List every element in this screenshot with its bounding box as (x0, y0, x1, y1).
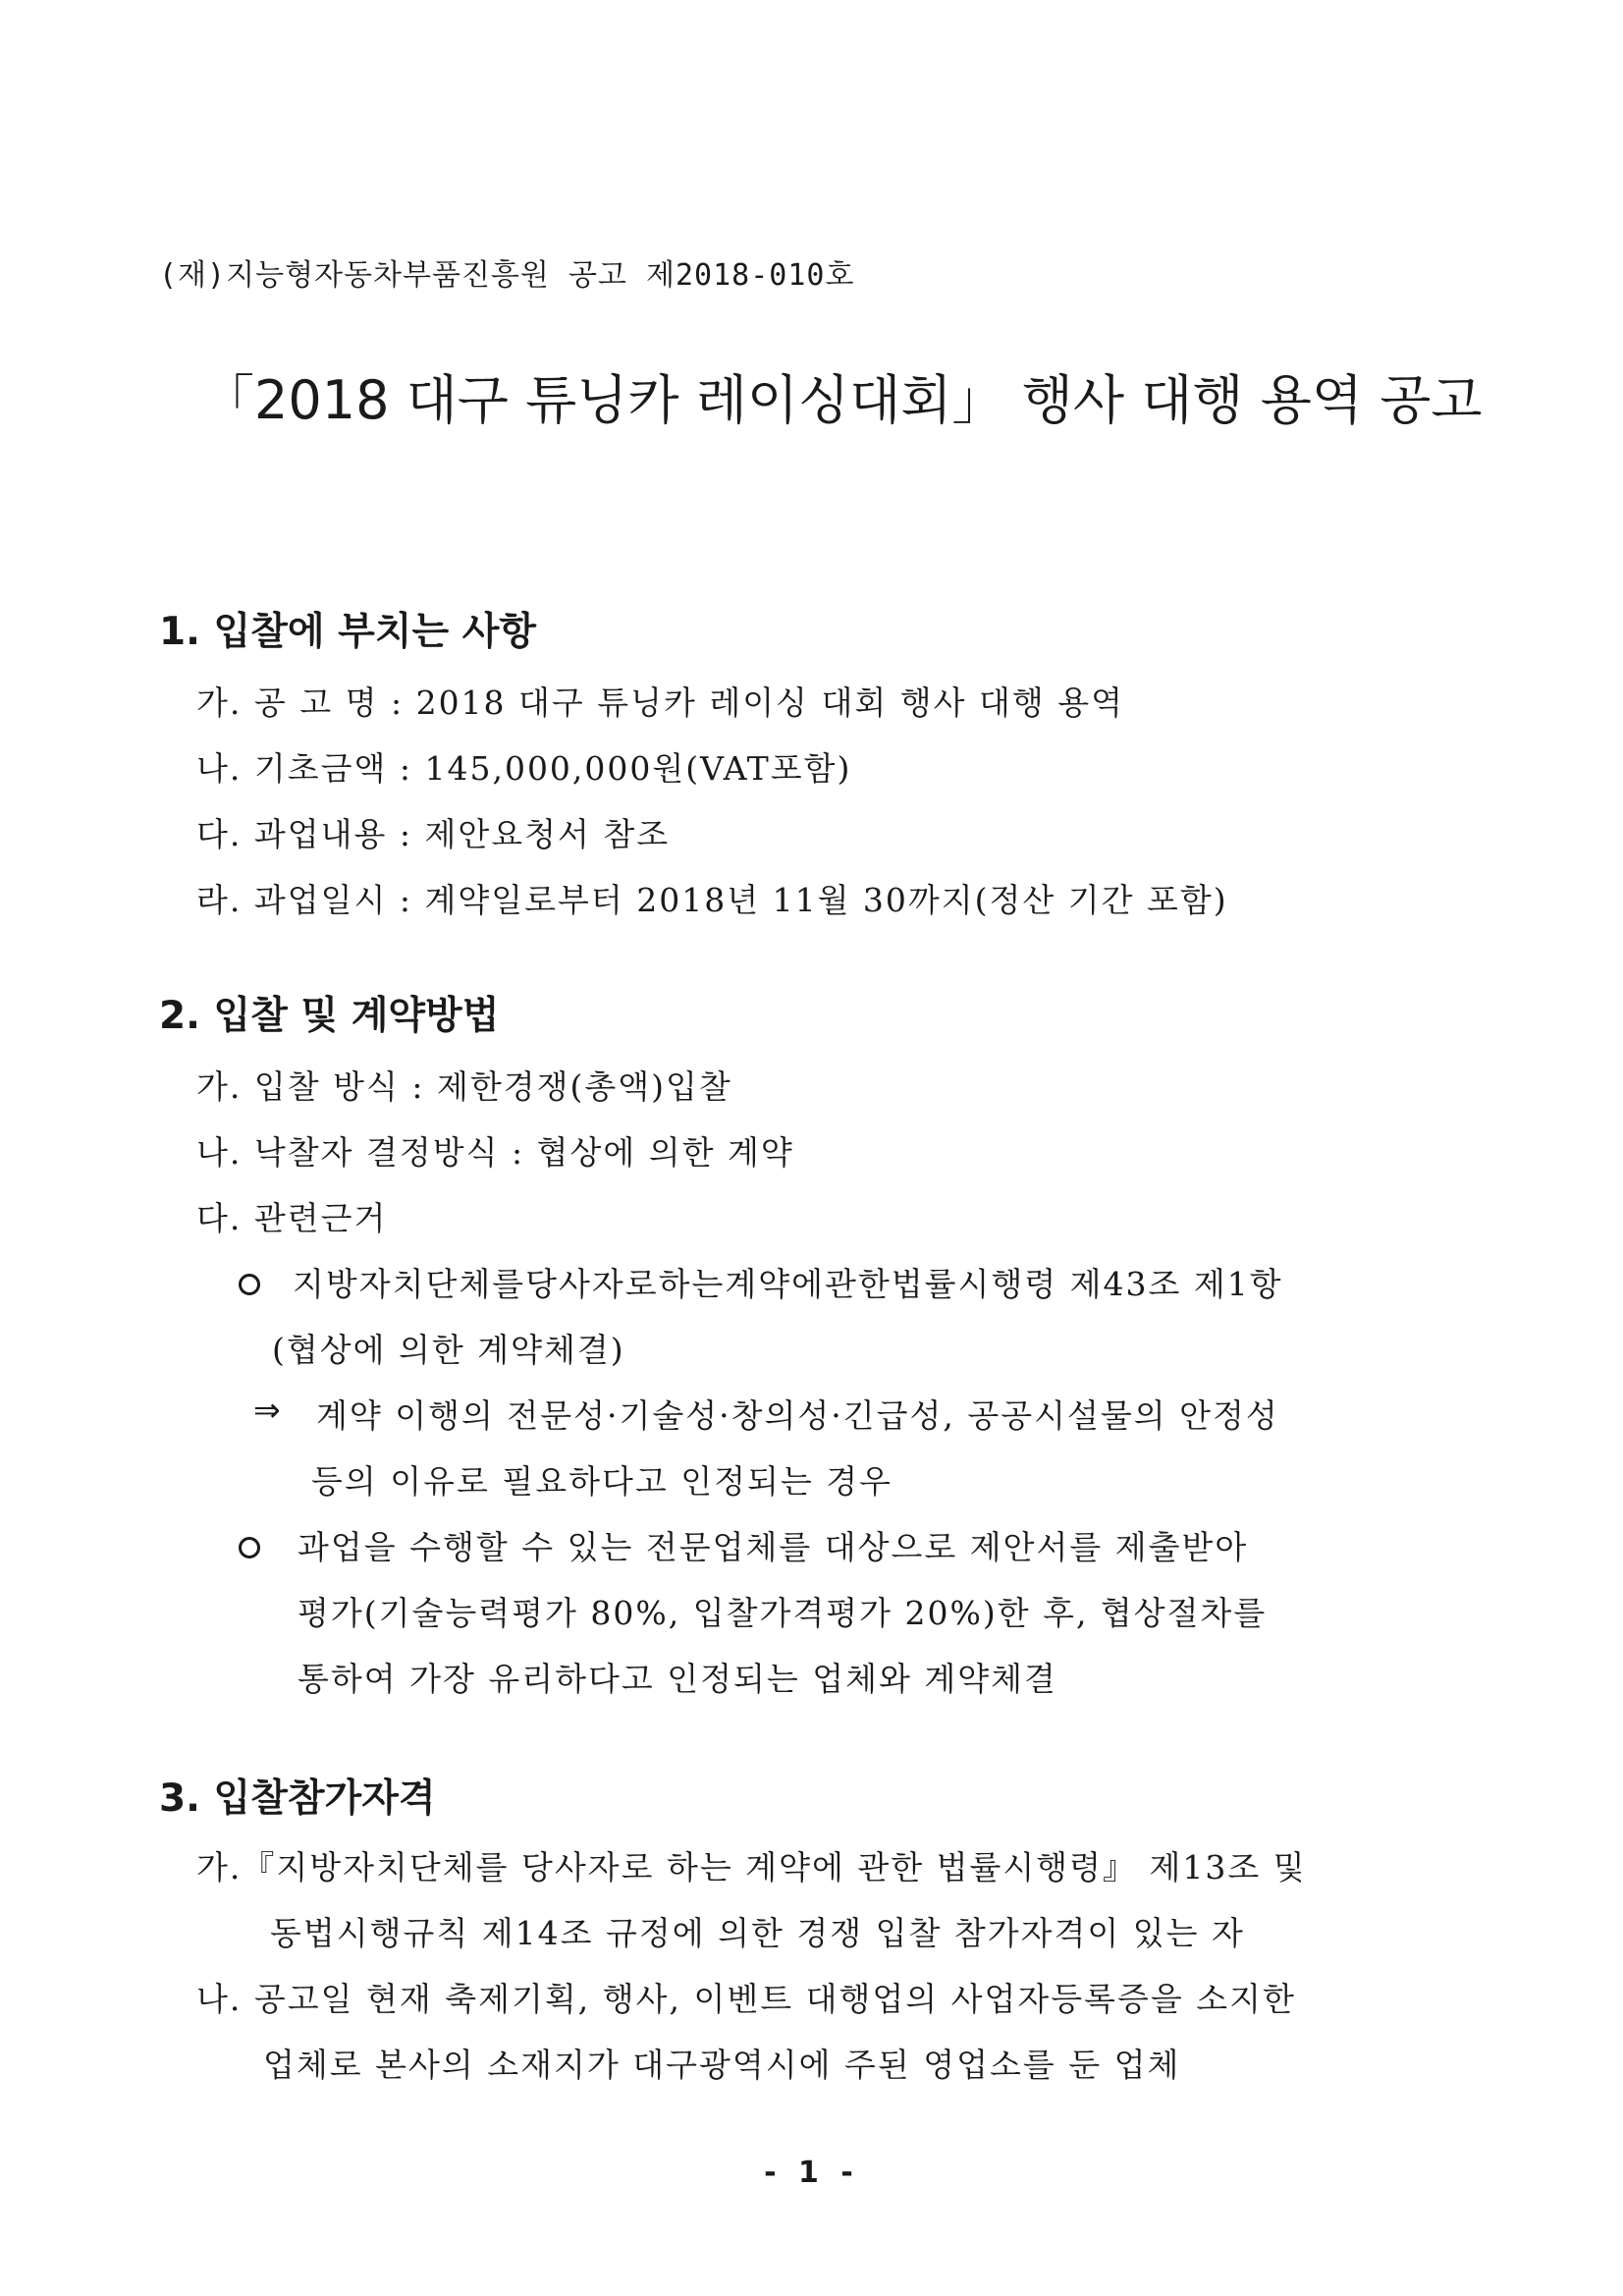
section-1-heading: 1. 입찰에 부치는 사항 (159, 610, 537, 654)
section-2-item: 나. 낙찰자 결정방식 : 협상에 의한 계약 (196, 1133, 794, 1172)
section-1-item: 나. 기초금액 : 145,000,000원(VAT포함) (196, 749, 852, 788)
circle-bullet-icon (239, 1537, 260, 1558)
implies-arrow-icon: ⇒ (253, 1391, 281, 1429)
page-title: 「2018 대구 튜닝카 레이싱대회」 행사 대행 용역 공고 (201, 369, 1483, 431)
section-3-item-a-line-2: 동법시행규칙 제14조 규정에 의한 경쟁 입찰 참가자격이 있는 자 (270, 1914, 1245, 1952)
section-1-item: 가. 공 고 명 : 2018 대구 튜닝카 레이싱 대회 행사 대행 용역 (196, 683, 1125, 722)
section-2-item: 가. 입찰 방식 : 제한경쟁(총액)입찰 (196, 1067, 732, 1106)
arrow-line-2: 등의 이유로 필요하다고 인정되는 경우 (311, 1462, 893, 1501)
section-3-heading: 3. 입찰참가자격 (159, 1777, 436, 1821)
basis-2-line-2: 평가(기술능력평가 80%, 입찰가격평가 20%)한 후, 협상절차를 (298, 1594, 1268, 1632)
section-2-heading: 2. 입찰 및 계약방법 (159, 994, 500, 1038)
basis-2-line-1: 과업을 수행할 수 있는 전문업체를 대상으로 제안서를 제출받아 (298, 1528, 1249, 1566)
section-2-item: 다. 관련근거 (196, 1199, 388, 1237)
section-3-item-a-line-1: 가.『지방자치단체를 당사자로 하는 계약에 관한 법률시행령』 제13조 및 (196, 1848, 1307, 1886)
section-1-item: 다. 과업내용 : 제안요청서 참조 (196, 815, 671, 853)
section-3-item-b-line-1: 나. 공고일 현재 축제기획, 행사, 이벤트 대행업의 사업자등록증을 소지한 (196, 1980, 1296, 2018)
section-1-item: 라. 과업일시 : 계약일로부터 2018년 11월 30까지(정산 기간 포함) (196, 881, 1228, 919)
circle-bullet-icon (239, 1274, 260, 1295)
basis-1-line-1: 지방자치단체를당사자로하는계약에관한법률시행령 제43조 제1항 (293, 1265, 1283, 1303)
basis-2-line-3: 통하여 가장 유리하다고 인정되는 업체와 계약체결 (298, 1660, 1057, 1698)
notice-number: (재)지능형자동차부품진흥원 공고 제2018-010호 (159, 258, 855, 293)
arrow-line-1: 계약 이행의 전문성·기술성·창의성·긴급성, 공공시설물의 안정성 (316, 1396, 1279, 1435)
basis-1-line-2: (협상에 의한 계약체결) (272, 1331, 625, 1369)
page-number: - 1 - (764, 2156, 859, 2190)
section-3-item-b-line-2: 업체로 본사의 소재지가 대구광역시에 주된 영업소를 둔 업체 (263, 2046, 1181, 2084)
